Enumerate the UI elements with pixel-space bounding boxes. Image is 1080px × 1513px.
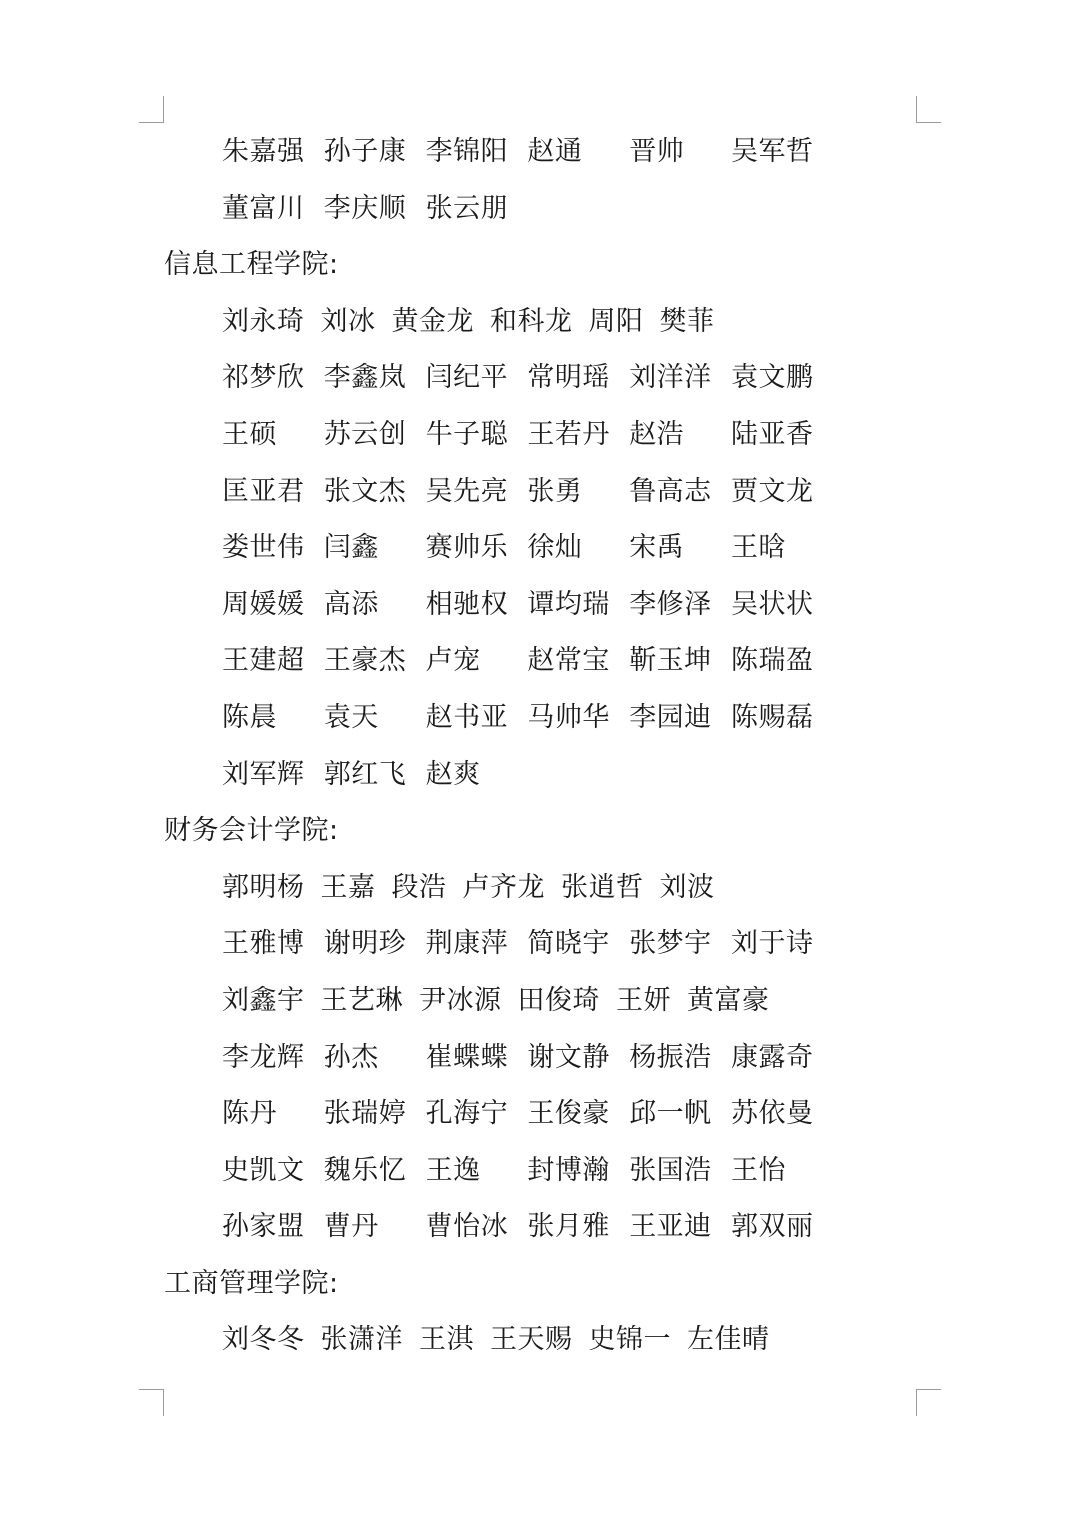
person-name: 王嘉: [320, 871, 376, 903]
person-name: 谢明珍: [323, 928, 407, 960]
person-name: 常明瑶: [527, 362, 610, 394]
name-row: [0, 294, 1080, 351]
person-name: 黄富豪: [687, 984, 770, 1016]
person-name: 郭双丽: [730, 1211, 814, 1243]
person-name: 张国浩: [629, 1154, 712, 1186]
person-name: 刘军辉: [222, 758, 305, 790]
person-name: 赵书亚: [425, 701, 509, 733]
person-name: 王妍: [616, 984, 671, 1016]
person-name: 朱嘉强: [222, 136, 305, 167]
name-row: [0, 633, 1080, 690]
person-name: 袁文鹏: [730, 362, 814, 394]
person-name: 谢文静: [527, 1041, 610, 1073]
person-name: 王建超: [222, 645, 305, 677]
section-heading: 信息工程学院:: [164, 249, 339, 281]
person-name: 康露奇: [730, 1041, 814, 1073]
person-name: 崔蝶蝶: [425, 1041, 509, 1073]
person-name: 贾文龙: [730, 475, 814, 507]
person-name: 刘冰: [320, 305, 376, 337]
person-name: 苏依曼: [730, 1098, 814, 1130]
person-name: 王若丹: [527, 418, 610, 450]
person-name: 刘波: [659, 871, 715, 903]
name-row: [0, 464, 1080, 521]
person-name: 赛帅乐: [425, 532, 509, 564]
margin-corner-bottom-right: [916, 1389, 941, 1416]
person-name: 闫纪平: [425, 362, 509, 394]
person-name: 史锦一: [588, 1324, 671, 1356]
person-name: 卢齐龙: [462, 871, 545, 903]
person-name: 张逍哲: [561, 871, 644, 903]
person-name: 王豪杰: [323, 645, 407, 677]
person-name: 孙子康: [323, 136, 407, 167]
person-name: 田俊琦: [517, 984, 600, 1016]
person-name: 刘洋洋: [629, 362, 712, 394]
person-name: 刘于诗: [730, 928, 814, 960]
person-name: 孙家盟: [222, 1211, 305, 1243]
name-row: [0, 181, 1080, 238]
person-name: 张月雅: [527, 1211, 610, 1243]
person-name: 简晓宇: [527, 928, 610, 960]
person-name: 李庆顺: [323, 192, 407, 224]
person-name: 张勇: [527, 475, 583, 507]
person-name: 封博瀚: [527, 1154, 610, 1186]
person-name: 赵常宝: [527, 645, 610, 677]
person-name: 谭均瑞: [527, 588, 610, 620]
person-name: 高添: [323, 588, 379, 620]
person-name: 王怡: [730, 1154, 786, 1186]
name-row: [0, 747, 1080, 804]
person-name: 左佳晴: [687, 1324, 770, 1356]
person-name: 赵爽: [425, 758, 481, 790]
name-row: [0, 407, 1080, 464]
person-name: 邱一帆: [629, 1098, 712, 1130]
margin-corner-bottom-left: [139, 1389, 164, 1416]
name-row: [0, 1143, 1080, 1200]
person-name: 王亚迪: [629, 1211, 712, 1243]
section-heading: 财务会计学院:: [164, 815, 339, 847]
person-name: 曹怡冰: [425, 1211, 509, 1243]
person-name: 陈赐磊: [730, 701, 814, 733]
name-row: [0, 1086, 1080, 1143]
person-name: 祁梦欣: [222, 362, 305, 394]
name-row: [0, 690, 1080, 747]
person-name: 宋禹: [629, 532, 685, 564]
person-name: 王晗: [730, 532, 786, 564]
person-name: 牛子聪: [425, 418, 509, 450]
person-name: 王硕: [222, 418, 277, 450]
person-name: 孙杰: [323, 1041, 379, 1073]
person-name: 娄世伟: [222, 532, 305, 564]
person-name: 张梦宇: [629, 928, 712, 960]
person-name: 周媛媛: [222, 588, 305, 620]
person-name: 陈瑞盈: [730, 645, 814, 677]
person-name: 张云朋: [425, 192, 509, 224]
person-name: 苏云创: [323, 418, 407, 450]
person-name: 王逸: [425, 1154, 481, 1186]
person-name: 王淇: [419, 1324, 474, 1356]
name-row: [0, 1312, 1080, 1369]
person-name: 刘冬冬: [222, 1324, 305, 1356]
person-name: 郭明杨: [222, 871, 305, 903]
name-row: [0, 1030, 1080, 1087]
person-name: 尹冰源: [419, 984, 502, 1016]
person-name: 李园迪: [629, 701, 712, 733]
person-name: 匡亚君: [222, 475, 305, 507]
name-row: [0, 973, 1080, 1030]
person-name: 闫鑫: [323, 532, 379, 564]
person-name: 王天赐: [490, 1324, 573, 1356]
person-name: 鲁高志: [629, 475, 712, 507]
name-row: [0, 1199, 1080, 1256]
person-name: 杨振浩: [629, 1041, 712, 1073]
name-row: [0, 916, 1080, 973]
person-name: 靳玉坤: [629, 645, 712, 677]
person-name: 张瑞婷: [323, 1098, 407, 1130]
person-name: 曹丹: [323, 1211, 379, 1243]
person-name: 刘鑫宇: [222, 984, 305, 1016]
document-body: [0, 124, 1080, 1369]
person-name: 郭红飞: [323, 758, 407, 790]
person-name: 和科龙: [490, 305, 573, 337]
person-name: 相驰权: [425, 588, 509, 620]
person-name: 吴军哲: [730, 136, 814, 167]
person-name: 李修泽: [629, 588, 712, 620]
person-name: 晋帅: [629, 136, 685, 167]
person-name: 魏乐忆: [323, 1154, 407, 1186]
person-name: 王雅博: [222, 928, 305, 960]
person-name: 张文杰: [323, 475, 407, 507]
person-name: 吴先亮: [425, 475, 509, 507]
person-name: 马帅华: [527, 701, 610, 733]
margin-corner-top-right: [916, 96, 941, 123]
person-name: 周阳: [588, 305, 644, 337]
person-name: 刘永琦: [222, 305, 305, 337]
person-name: 李龙辉: [222, 1041, 305, 1073]
person-name: 陈晨: [222, 701, 277, 733]
name-row: [0, 350, 1080, 407]
person-name: 赵通: [527, 136, 583, 167]
person-name: 吴状状: [730, 588, 814, 620]
section-heading: 工商管理学院:: [164, 1267, 339, 1299]
person-name: 黄金龙: [391, 305, 474, 337]
person-name: 陈丹: [222, 1098, 277, 1130]
name-row: [0, 520, 1080, 577]
person-name: 张潇洋: [320, 1324, 403, 1356]
person-name: 李鑫岚: [323, 362, 407, 394]
name-row: [0, 577, 1080, 634]
person-name: 樊菲: [659, 305, 715, 337]
name-row: [0, 860, 1080, 917]
person-name: 王艺琳: [320, 984, 403, 1016]
person-name: 袁天: [323, 701, 379, 733]
person-name: 孔海宁: [425, 1098, 509, 1130]
margin-corner-top-left: [139, 96, 164, 123]
person-name: 王俊豪: [527, 1098, 610, 1130]
person-name: 卢宠: [425, 645, 481, 677]
name-row: [0, 124, 1080, 181]
person-name: 史凯文: [222, 1154, 305, 1186]
person-name: 段浩: [391, 871, 447, 903]
person-name: 荆康萍: [425, 928, 509, 960]
person-name: 董富川: [222, 192, 305, 224]
person-name: 赵浩: [629, 418, 685, 450]
person-name: 李锦阳: [425, 136, 509, 167]
person-name: 陆亚香: [730, 418, 814, 450]
person-name: 徐灿: [527, 532, 583, 564]
